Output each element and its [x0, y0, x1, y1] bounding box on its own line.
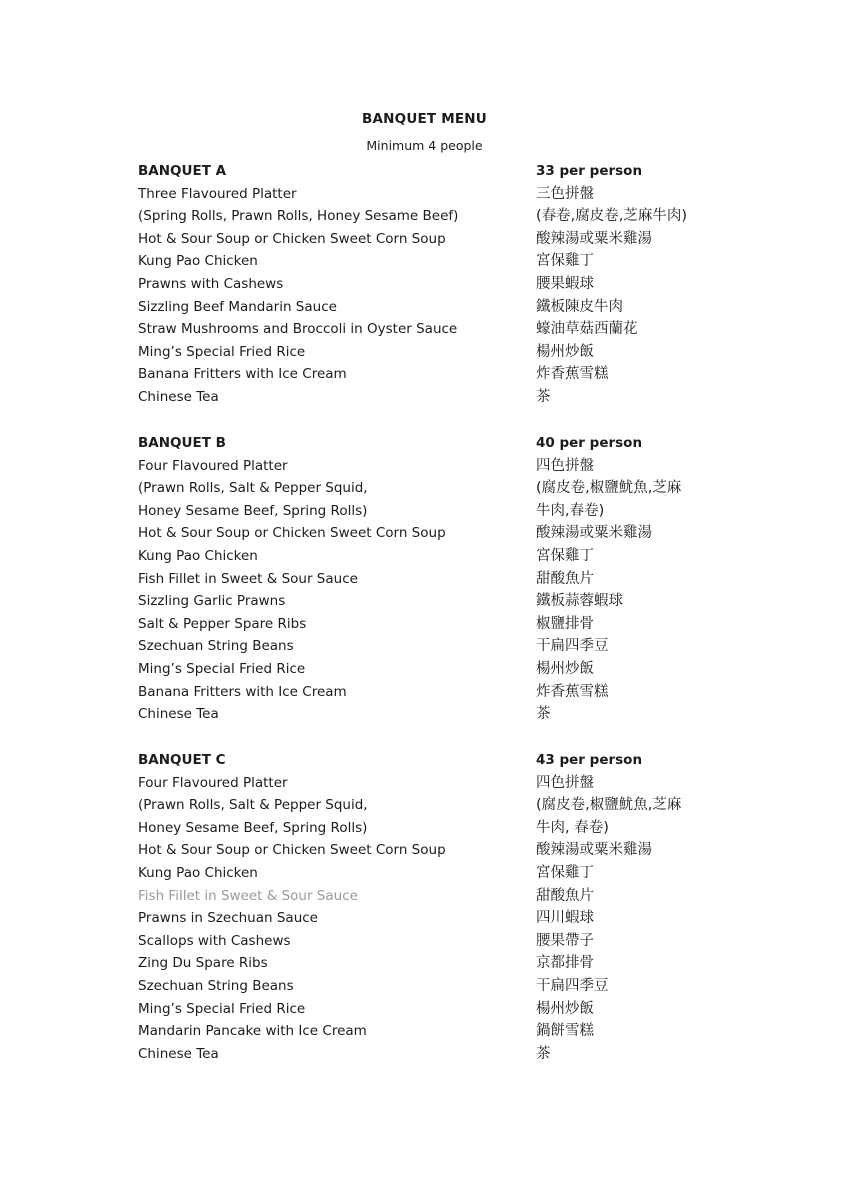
menu-item-english: Salt & Pepper Spare Ribs — [138, 615, 307, 632]
menu-item — [0, 297, 849, 320]
menu-item-english: Honey Sesame Beef, Spring Rolls) — [138, 502, 368, 519]
menu-item-chinese: 甜酸魚片 — [536, 887, 594, 904]
menu-item — [0, 274, 849, 297]
menu-item-chinese: 鐵板陳皮牛肉 — [536, 298, 623, 315]
banquet-price: 33 per person — [536, 163, 643, 179]
menu-item-english: Banana Fritters with Ice Cream — [138, 366, 347, 383]
menu-item-chinese: 干扁四季豆 — [536, 638, 609, 655]
menu-item — [0, 478, 849, 501]
menu-item-english: Prawns with Cashews — [138, 275, 284, 292]
menu-item-english: (Prawn Rolls, Salt & Pepper Squid, — [138, 480, 368, 497]
banquet-header — [0, 433, 849, 456]
menu-item-chinese: 酸辣湯或粟米雞湯 — [536, 842, 652, 859]
menu-item — [0, 931, 849, 954]
banquet-b-section — [0, 433, 849, 727]
menu-item-english: Kung Pao Chicken — [138, 253, 258, 270]
menu-item — [0, 251, 849, 274]
menu-item-english: Scallops with Cashews — [138, 932, 291, 949]
menu-item — [0, 773, 849, 796]
menu-item-chinese: 茶 — [536, 1045, 551, 1062]
menu-item-chinese: 蠔油草菇西蘭花 — [536, 321, 638, 338]
menu-item-chinese: 茶 — [536, 706, 551, 723]
menu-item — [0, 319, 849, 342]
menu-item-english: Sizzling Garlic Prawns — [138, 593, 286, 610]
menu-item-english: Szechuan String Beans — [138, 638, 294, 655]
menu-item-chinese: 酸辣湯或粟米雞湯 — [536, 525, 652, 542]
menu-item — [0, 523, 849, 546]
menu-item-chinese: 干扁四季豆 — [536, 977, 609, 994]
menu-item — [0, 840, 849, 863]
menu-item-english: Kung Pao Chicken — [138, 864, 258, 881]
menu-item-english: (Prawn Rolls, Salt & Pepper Squid, — [138, 797, 368, 814]
menu-item-english: Fish Fillet in Sweet & Sour Sauce — [138, 887, 358, 904]
page-title: BANQUET MENU — [362, 111, 487, 127]
menu-item-english: Straw Mushrooms and Broccoli in Oyster Sauce — [138, 321, 458, 338]
menu-item — [0, 546, 849, 569]
menu-item-chinese: 楊州炒飯 — [536, 660, 594, 677]
menu-item — [0, 999, 849, 1022]
banquet-name: BANQUET A — [138, 163, 227, 179]
menu-item-chinese: 酸辣湯或粟米雞湯 — [536, 230, 652, 247]
menu-item-english: Ming’s Special Fried Rice — [138, 343, 306, 360]
menu-item — [0, 863, 849, 886]
menu-item — [0, 206, 849, 229]
banquet-c-section — [0, 750, 849, 1066]
menu-item — [0, 501, 849, 524]
menu-item — [0, 342, 849, 365]
menu-item — [0, 1021, 849, 1044]
menu-item-english: Four Flavoured Platter — [138, 774, 288, 791]
menu-item-english: Honey Sesame Beef, Spring Rolls) — [138, 819, 368, 836]
menu-item — [0, 387, 849, 410]
menu-item-english: Chinese Tea — [138, 706, 219, 723]
menu-item-english: Fish Fillet in Sweet & Sour Sauce — [138, 570, 358, 587]
menu-item — [0, 908, 849, 931]
menu-item — [0, 682, 849, 705]
menu-item — [0, 1044, 849, 1067]
menu-item-chinese: 牛肉, 春卷) — [536, 819, 609, 836]
menu-item-english: Hot & Sour Soup or Chicken Sweet Corn Soup — [138, 230, 446, 247]
banquet-name: BANQUET B — [138, 435, 226, 451]
banquet-name: BANQUET C — [138, 752, 226, 768]
menu-item-english: Banana Fritters with Ice Cream — [138, 683, 347, 700]
menu-item-chinese: 椒鹽排骨 — [536, 615, 594, 632]
menu-item — [0, 886, 849, 909]
banquet-price: 43 per person — [536, 752, 643, 768]
menu-item-english: (Spring Rolls, Prawn Rolls, Honey Sesame Beef) — [138, 208, 459, 225]
menu-item-english: Prawns in Szechuan Sauce — [138, 910, 318, 927]
menu-item-english: Three Flavoured Platter — [138, 185, 297, 202]
menu-item-english: Mandarin Pancake with Ice Cream — [138, 1023, 367, 1040]
menu-item-chinese: 四色拼盤 — [536, 457, 594, 474]
menu-item-chinese: (腐皮卷,椒鹽魷魚,芝麻 — [536, 797, 682, 814]
menu-item-chinese: 炸香蕉雪糕 — [536, 366, 609, 383]
menu-item — [0, 704, 849, 727]
menu-item-chinese: (腐皮卷,椒鹽魷魚,芝麻 — [536, 480, 682, 497]
menu-item-chinese: 四川蝦球 — [536, 910, 594, 927]
menu-item-english: Kung Pao Chicken — [138, 547, 258, 564]
menu-item-chinese: 鐵板蒜蓉蝦球 — [536, 593, 623, 610]
menu-item — [0, 795, 849, 818]
menu-item-chinese: 三色拼盤 — [536, 185, 594, 202]
menu-item-english: Hot & Sour Soup or Chicken Sweet Corn Soup — [138, 842, 446, 859]
banquet-header — [0, 161, 849, 184]
menu-item-chinese: 鍋餅雪糕 — [536, 1023, 594, 1040]
menu-item-english: Chinese Tea — [138, 388, 219, 405]
menu-item — [0, 614, 849, 637]
menu-item-english: Four Flavoured Platter — [138, 457, 288, 474]
menu-item-english: Ming’s Special Fried Rice — [138, 660, 306, 677]
menu-item-chinese: 炸香蕉雪糕 — [536, 683, 609, 700]
menu-item — [0, 456, 849, 479]
menu-item-chinese: 腰果蝦球 — [536, 275, 594, 292]
banquet-header — [0, 750, 849, 773]
page-subtitle: Minimum 4 people — [366, 138, 483, 153]
menu-item — [0, 229, 849, 252]
menu-item-chinese: 茶 — [536, 388, 551, 405]
menu-item-chinese: 京都排骨 — [536, 955, 594, 972]
menu-item-chinese: 腰果帶子 — [536, 932, 594, 949]
menu-item-english: Ming’s Special Fried Rice — [138, 1000, 306, 1017]
menu-item-english: Sizzling Beef Mandarin Sauce — [138, 298, 337, 315]
menu-item-chinese: 宮保雞丁 — [536, 253, 594, 270]
menu-item-chinese: 楊州炒飯 — [536, 343, 594, 360]
menu-item-chinese: 楊州炒飯 — [536, 1000, 594, 1017]
menu-item-chinese: 甜酸魚片 — [536, 570, 594, 587]
menu-item — [0, 659, 849, 682]
menu-item — [0, 364, 849, 387]
menu-item-chinese: 宮保雞丁 — [536, 547, 594, 564]
menu-item — [0, 953, 849, 976]
menu-item-chinese: 宮保雞丁 — [536, 864, 594, 881]
banquet-a-section — [0, 161, 849, 410]
menu-item — [0, 591, 849, 614]
menu-item-english: Zing Du Spare Ribs — [138, 955, 268, 972]
menu-item-english: Chinese Tea — [138, 1045, 219, 1062]
banquet-price: 40 per person — [536, 435, 643, 451]
menu-item-english: Hot & Sour Soup or Chicken Sweet Corn Soup — [138, 525, 446, 542]
menu-item — [0, 976, 849, 999]
menu-item — [0, 569, 849, 592]
menu-item-english: Szechuan String Beans — [138, 977, 294, 994]
menu-item-chinese: (春卷,腐皮卷,芝麻牛肉) — [536, 208, 688, 225]
menu-item — [0, 636, 849, 659]
menu-item — [0, 184, 849, 207]
menu-item-chinese: 四色拼盤 — [536, 774, 594, 791]
menu-item-chinese: 牛肉,春卷) — [536, 502, 605, 519]
menu-item — [0, 818, 849, 841]
